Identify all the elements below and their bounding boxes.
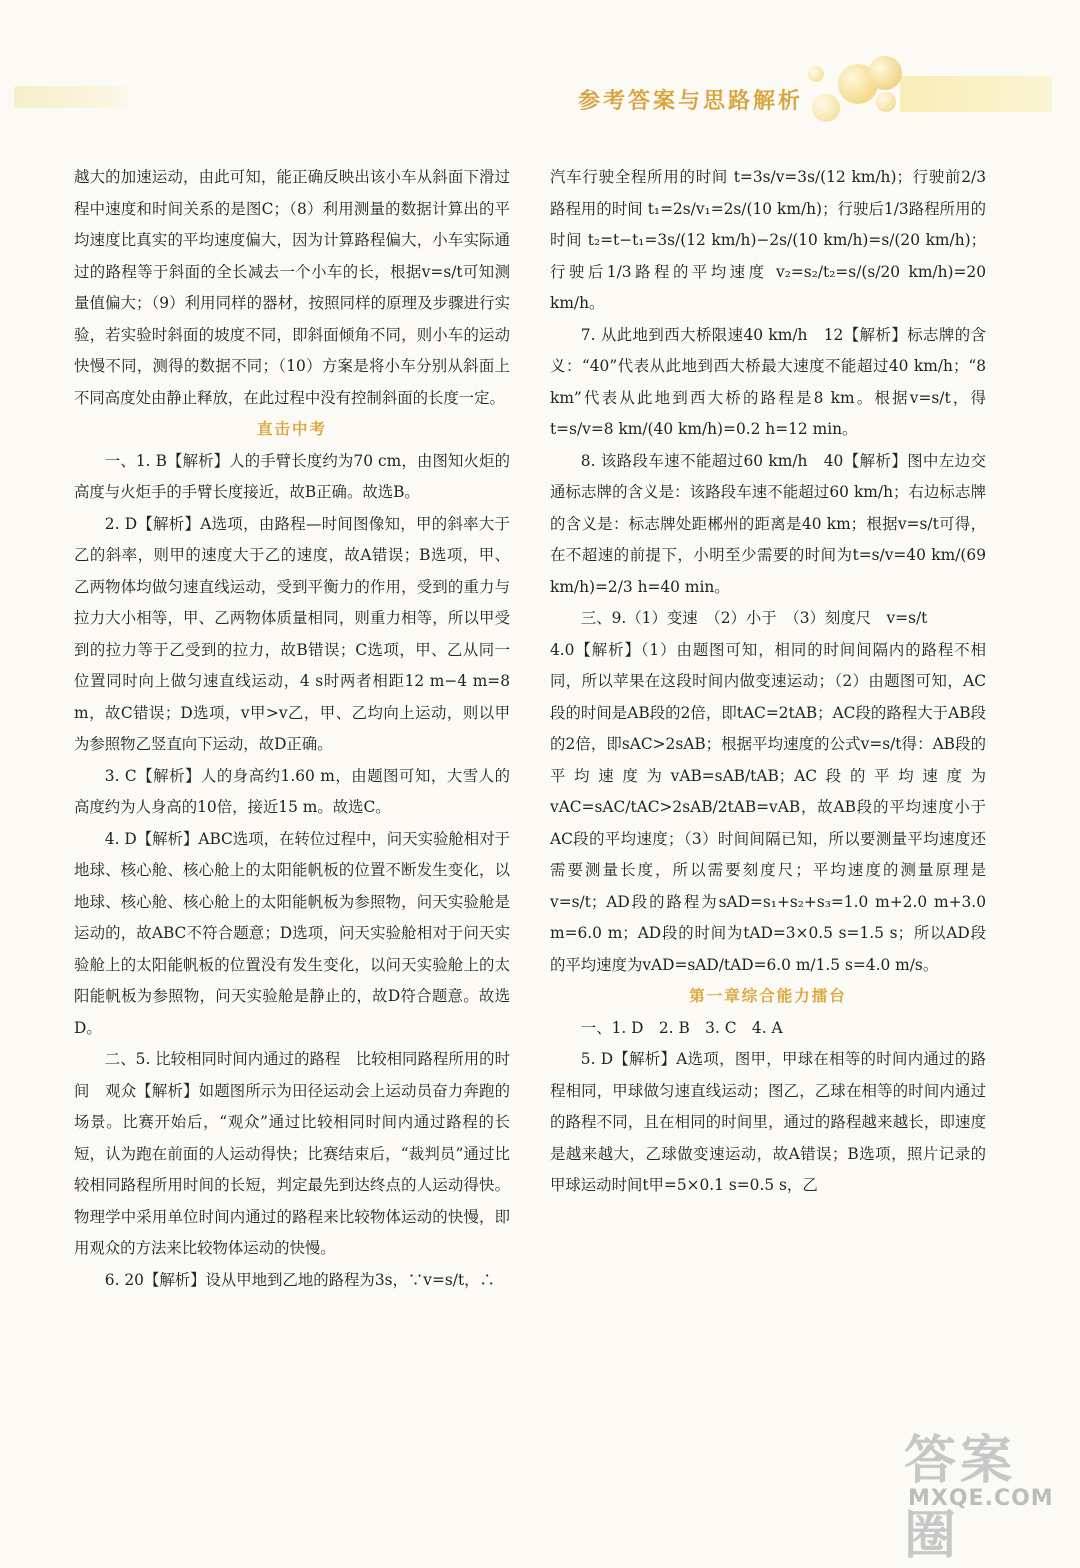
right-column	[550, 162, 986, 1202]
header-right-bar	[900, 76, 1052, 112]
bubble-decoration	[868, 56, 902, 90]
answer-q5: 二、5. 比较相同时间内通过的路程 比较相同路程所用的时间 观众【解析】如题图所示为田径运动会上运动员奋力奔跑的场景。比赛开始后，“观众”通过比较相同时间内通过路程的长短，认为跑在前面的人运动得快；比赛结束后，“裁判员”通过比较相同路程所用时间的长短，判定最先到达终点的人运动得快。物理学中采用单位时间内通过的路程来比较物体运动的快慢，即用观众的方法来比较物体运动的快慢。	[74, 1050, 510, 1257]
answer-q9-analysis: 4.0【解析】（1）由题图可知，相同的时间间隔内的路程不相同，所以苹果在这段时间内做变速运动；（2）由题图可知，AC段的时间是AB段的2倍，即tAC=2tAB；AC段的路程大于AB段的2倍，即sAC>2sAB；根据平均速度的公式v=s/t得：AB段的平均速度为vAB=sAB/tAB；AC段的平均速度为vAC=sAC/tAC>2sAB/2tAB=vAB，故AB段的平均速度小于AC段的平均速度；（3）时间间隔已知，所以要测量平均速度还需要测量长度，所以需要刻度尺；平均速度的测量原理是v=s/t；AD段的路程为sAD=s₁+s₂+s₃=1.0 m+2.0 m+3.0 m=6.0 m；AD段的时间为tAD=3×0.5 s=1.5 s；所以AD段的平均速度为vAD=sAD/tAD=6.0 m/1.5 s=4.0 m/s。	[550, 640, 986, 974]
watermark-site: MXQE.COM	[908, 1486, 1054, 1511]
section-title-chapter1: 第一章综合能力擂台	[689, 987, 847, 1005]
page-header	[0, 0, 1080, 130]
header-left-tab	[14, 86, 134, 108]
answer-q4: 4. D【解析】ABC选项，在转位过程中，问天实验舱相对于地球、核心舱、核心舱上的太阳能帆板的位置不断发生变化，以地球、核心舱、核心舱上的太阳能帆板为参照物，问天实验舱是运动的，故ABC不符合题意；D选项，问天实验舱相对于问天实验舱上的太阳能帆板的位置没有发生变化，以问天实验舱上的太阳能帆板为参照物，问天实验舱是静止的，故D符合题意。故选D。	[74, 829, 510, 1037]
answer-q3: 3. C【解析】人的身高约1.60 m，由题图可知，大雪人的高度约为人身高的10倍，接近15 m。故选C。	[74, 766, 510, 816]
page-title: 参考答案与思路解析	[578, 89, 804, 114]
answer-q6-continued: 汽车行驶全程所用的时间 t=3s/v=3s/(12 km/h)；行驶前2/3路程用的时间 t₁=2s/v₁=2s/(10 km/h)；行驶后1/3路程所用的时间 t₂=t−t₁=3s/(12 km/h)−2s/(10 km/h)=s/(20 km/h)；行驶后1/3路程的平均速度 v₂=s₂/t₂=s/(s/20 km/h)=20 km/h。	[550, 168, 986, 312]
watermark-glyphs: 答案圈	[904, 1431, 1017, 1566]
paragraph-continued: 越大的加速运动，由此可知，能正确反映出该小车从斜面下滑过程中速度和时间关系的是图C；（8）利用测量的数据计算出的平均速度比真实的平均速度偏大，因为计算路程偏大，小车实际通过的路程等于斜面的全长减去一个小车的长，根据v=s/t可知测量值偏大；（9）利用同样的器材，按照同样的原理及步骤进行实验，若实验时斜面的坡度不同，即斜面倾角不同，则小车的运动快慢不同，测得的数据不同；（10）方案是将小车分别从斜面上不同高度处由静止释放，在此过程中没有控制斜面的长度一定。	[74, 168, 510, 407]
answer-q5-right: 5. D【解析】A选项，图甲，甲球在相等的时间内通过的路程相同，甲球做匀速直线运动；图乙，乙球在相等的时间内通过的路程不同，且在相同的时间里，通过的路程越来越长，即速度是越来越大，乙球做变速运动，故A错误；B选项，照片记录的甲球运动时间t甲=5×0.1 s=0.5 s，乙	[550, 1050, 986, 1194]
section-title-zhiji: 直击中考	[256, 420, 327, 438]
answer-q1: 一、1. B【解析】人的手臂长度约为70 cm，由图知火炬的高度与火炬手的手臂长度接近，故B正确。故选B。	[74, 451, 510, 501]
left-column	[74, 162, 510, 1296]
watermark-logo	[900, 1418, 1060, 1566]
answer-q7: 7. 从此地到西大桥限速40 km/h 12【解析】标志牌的含义：“40”代表从此地到西大桥最大速度不能超过40 km/h；“8 km”代表从此地到西大桥的路程是8 km。根据v=s/t，得t=s/v=8 km/(40 km/h)=0.2 h=12 min。	[550, 325, 986, 438]
answer-q6: 6. 20【解析】设从甲地到乙地的路程为3s，∵v=s/t，∴	[104, 1270, 495, 1289]
bubble-decoration	[808, 66, 824, 82]
answer-q8: 8. 该路段车速不能超过60 km/h 40【解析】图中左边交通标志牌的含义是：该路段车速不能超过60 km/h；右边标志牌的含义是：标志牌处距郴州的距离是40 km；根据v=s/t可得，在不超速的前提下，小明至少需要的时间为t=s/v=40 km/(69 km/h)=2/3 h=40 min。	[550, 451, 986, 596]
bubble-decoration	[812, 94, 840, 122]
answer-q2: 2. D【解析】A选项，由路程—时间图像知，甲的斜率大于乙的斜率，则甲的速度大于乙的速度，故A错误；B选项，甲、乙两物体均做匀速直线运动，受到平衡力的作用，受到的重力与拉力大小相等，甲、乙两物体质量相同，则重力相等，所以甲受到的拉力等于乙受到的拉力，故B错误；C选项，甲、乙从同一位置同时向上做匀速直线运动，4 s时两者相距12 m−4 m=8 m，故C错误；D选项，v甲>v乙，甲、乙均向上运动，则以甲为参照物乙竖直向下运动，故D正确。	[74, 514, 510, 753]
answer-q9: 三、9.（1）变速 （2）小于 （3）刻度尺 v=s/t	[580, 609, 928, 627]
bubble-decoration	[876, 92, 896, 112]
answer-q1-4: 一、1. D 2. B 3. C 4. A	[580, 1018, 783, 1037]
